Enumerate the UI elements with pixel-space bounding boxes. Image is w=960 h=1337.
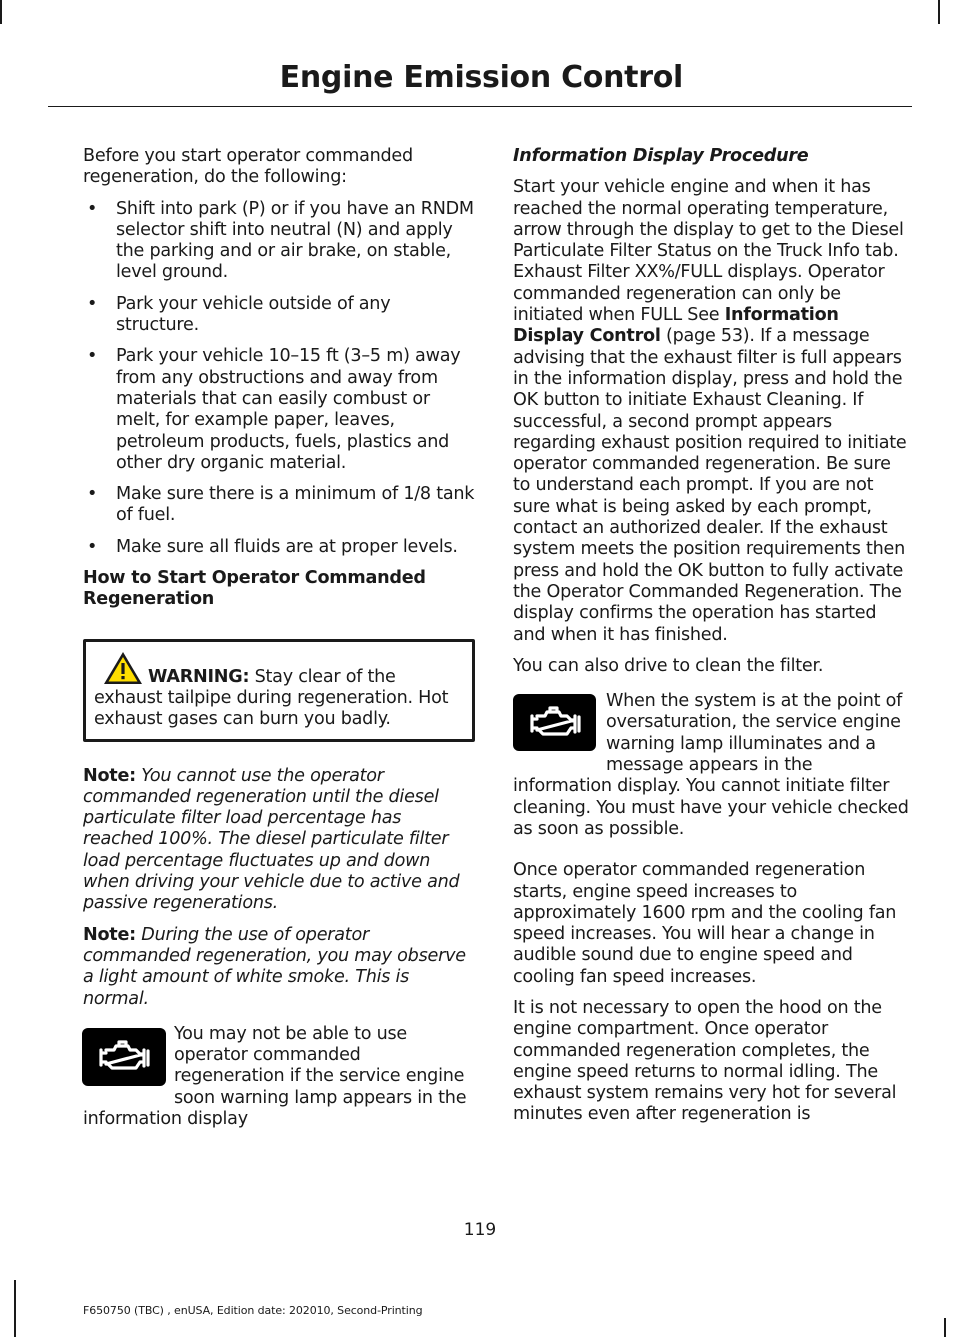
list-item [83,199,475,284]
list-item-text: Make sure there is a minimum of 1/8 tank of fuel. [116,484,475,526]
oversaturation-paragraph [513,691,909,840]
procedure-text: Start your vehicle engine and when it has reached the normal operating temperature, arrow through the display to get to the Diesel Particulate Filter Status on the Truck Info tab. Exhaust Filter XX%/FULL displays. Operator commanded regeneration can only be initiated when FULL See [513,177,904,326]
note-label: Note: [83,765,136,786]
crop-mark-top-left-vertical [0,0,2,24]
list-item-text: Park your vehicle outside of any structure. [116,293,391,336]
list-item [83,484,475,527]
bullet-glyph: • [87,198,98,219]
crop-mark-bottom-right-vertical [944,1318,946,1337]
section-heading-how-to-start: How to Start Operator Commanded Regeneration [83,568,426,610]
list-item-text: Shift into park (P) or if you have an RNDM selector shift into neutral (N) and apply the parking and or air brake, on stable, level ground. [116,198,474,283]
engine-warning-lamp-icon [513,694,596,751]
bullet-glyph: • [87,293,98,314]
note-text: You cannot use the operator commanded regeneration until the diesel particulate filter load percentage has reached 100%. The diesel particulate filter load percentage fluctuates up and down when driving your vehicle due to active and passive regenerations. [83,765,460,914]
crop-mark-bottom-left-vertical [14,1280,16,1337]
hood-paragraph: It is not necessary to open the hood on the engine compartment. Once operator commanded regeneration completes, the engine speed returns to normal idling. The exhaust system remains very hot for several minutes even after regeneration is [513,997,897,1125]
procedure-text-continued: (page 53). If a message advising that the exhaust filter is full appears in the information display, press and hold the OK button to initiate Exhaust Cleaning. If successful, a second prompt appears regarding exhaust position required to initiate operator commanded regeneration. Be sure to understand each prompt. If you are not sure what is being asked by each prompt, contact an authorized dealer. If the exhaust system meets the position requirements then press and hold the OK button to fully activate the Operator Commanded Regeneration. The display confirms the operation has started and when it has finished. [513,326,907,645]
service-lamp-paragraph [83,1024,475,1130]
warning-label: WARNING: [148,666,250,687]
bullet-glyph: • [87,484,98,505]
warning-triangle-icon [102,650,144,686]
intro-paragraph: Before you start operator commanded regeneration, do the following: [83,146,413,188]
list-item [83,294,475,337]
note-label: Note: [83,924,136,945]
bullet-glyph: • [87,346,98,367]
header-divider [48,106,912,107]
edition-footer: F650750 (TBC) , enUSA, Edition date: 202010, Second-Printing [83,1304,423,1317]
note-text: During the use of operator commanded regeneration, you may observe a light amount of white smoke. This is normal. [83,924,466,1009]
warning-text: Stay clear of the exhaust tailpipe during regeneration. Hot exhaust gases can burn you badly. [94,666,449,730]
preparation-list [83,199,475,558]
left-column [83,146,475,1130]
list-item-text: Park your vehicle 10–15 ft (3–5 m) away from any obstructions and away from materials that can easily combust or melt, for example paper, leaves, petroleum products, fuels, plastics and other dry organic material. [116,346,461,473]
drive-to-clean-paragraph: You can also drive to clean the filter. [513,655,824,676]
cross-reference-link[interactable]: Information Display Control [513,305,839,347]
page-title: Engine Emission Control [279,60,683,95]
engine-warning-lamp-icon [82,1028,166,1086]
list-item [83,537,475,558]
section-heading-information-display-procedure: Information Display Procedure [513,146,809,166]
bullet-glyph: • [87,536,98,557]
oversaturation-text: When the system is at the point of oversaturation, the service engine warning lamp illuminates and a message appears in the information display. You cannot initiate filter cleaning. You must have your vehicle checked as soon as possible. [513,691,909,839]
note-white-smoke [83,925,475,1010]
list-item-text: Make sure all fluids are at proper levels. [116,536,458,557]
page-number: 119 [463,1220,497,1240]
warning-box [83,639,475,742]
crop-mark-top-right-vertical [938,0,940,24]
procedure-paragraph [513,177,909,646]
list-item [83,346,475,474]
engine-speed-paragraph: Once operator commanded regeneration starts, engine speed increases to approximately 1600 rpm and the cooling fan speed increases. You will hear a change in audible sound due to engine speed and cooling fan speed increases. [513,860,897,987]
right-column [513,146,909,1136]
service-lamp-text: You may not be able to use operator commanded regeneration if the service engine soon warning lamp appears in the information display [83,1023,467,1129]
note-diesel-filter [83,766,475,915]
